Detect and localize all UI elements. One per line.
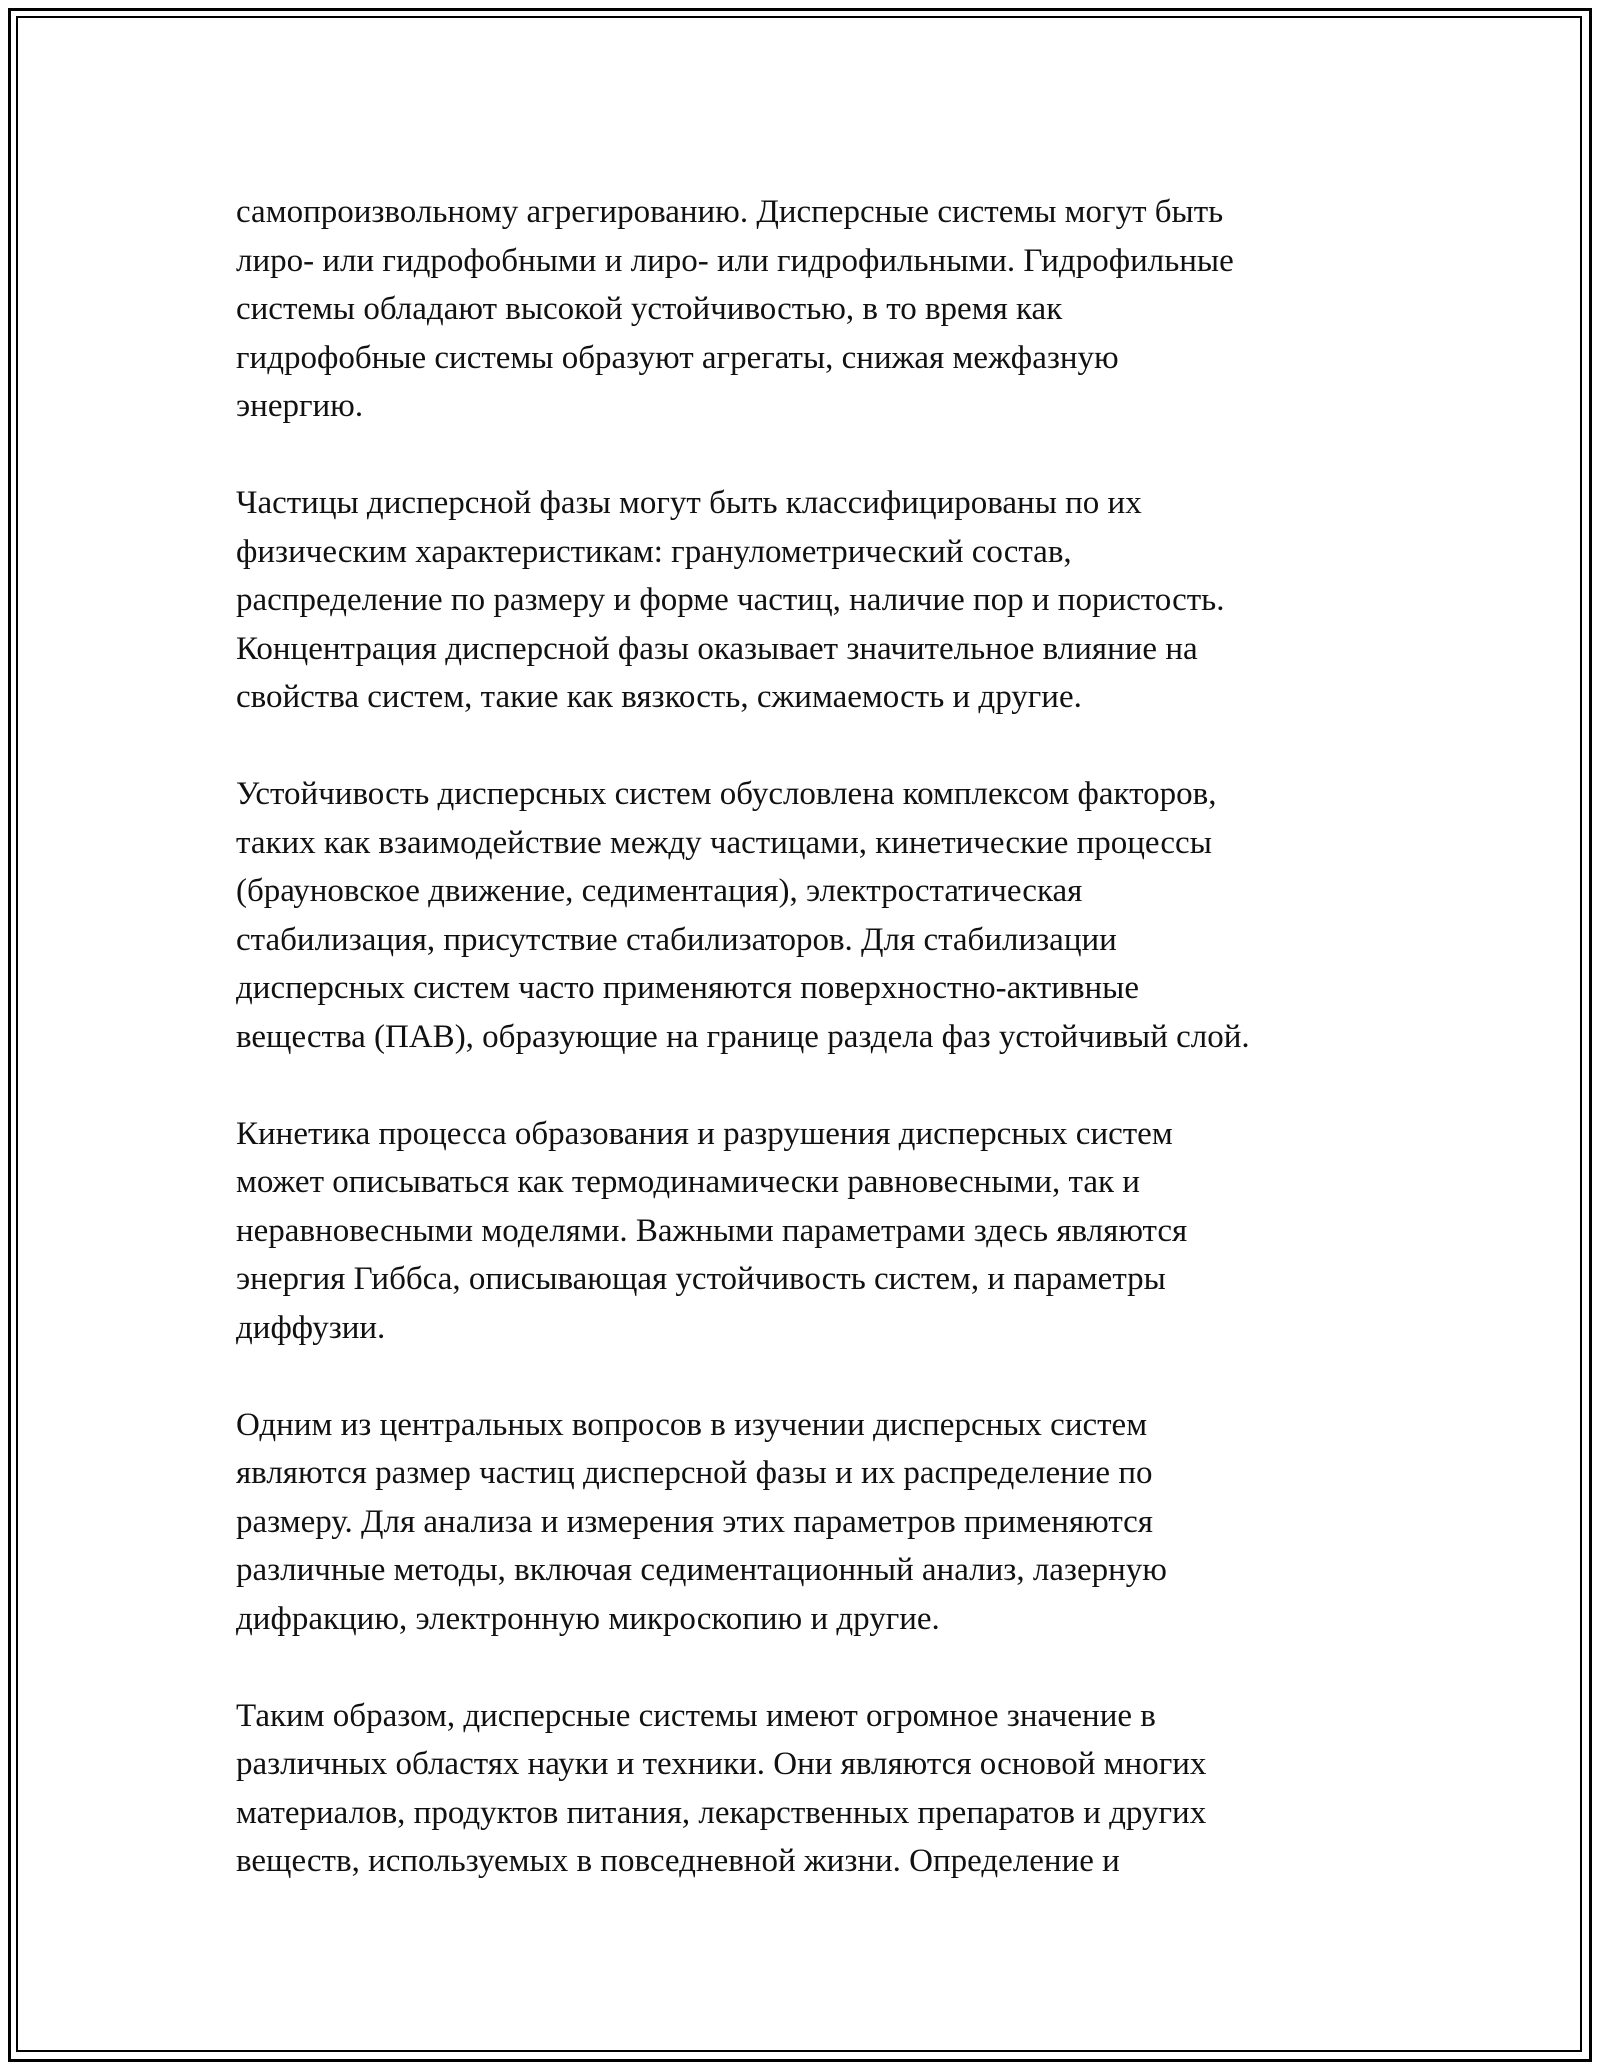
text-line: вещества (ПАВ), образующие на границе раздела фаз устойчивый слой. — [236, 1018, 1250, 1055]
text-line: различных областях науки и техники. Они являются основой многих — [236, 1746, 1207, 1782]
text-line: веществ, используемых в повседневной жизни. Определение и — [236, 1843, 1120, 1879]
text-line: являются размер частиц дисперсной фазы и их распределение по — [236, 1455, 1153, 1491]
paragraph-1 — [236, 188, 1396, 431]
text-line: Частицы дисперсной фазы могут быть классифицированы по их — [236, 485, 1142, 521]
text-line: распределение по размеру и форме частиц, наличие пор и пористость. — [236, 582, 1225, 618]
text-line: Таким образом, дисперсные системы имеют огромное значение в — [236, 1697, 1156, 1734]
paragraph-4 — [236, 1110, 1396, 1353]
text-line: самопроизвольному агрегированию. Дисперсные системы могут быть — [236, 194, 1224, 230]
text-line: Кинетика процесса образования и разрушения дисперсных систем — [236, 1115, 1173, 1152]
text-line: дифракцию, электронную микроскопию и другие. — [236, 1600, 940, 1637]
paragraph-3 — [236, 770, 1396, 1061]
paragraph-6 — [236, 1692, 1396, 1886]
text-line: стабилизация, присутствие стабилизаторов. Для стабилизации — [236, 921, 1117, 958]
text-line: материалов, продуктов питания, лекарственных препаратов и других — [236, 1794, 1207, 1831]
text-line: Концентрация дисперсной фазы оказывает значительное влияние на — [236, 630, 1198, 667]
paragraph-2 — [236, 479, 1396, 722]
text-line: Устойчивость дисперсных систем обусловлена комплексом факторов, — [236, 776, 1217, 812]
text-line: размеру. Для анализа и измерения этих параметров применяются — [236, 1503, 1153, 1540]
text-line: таких как взаимодействие между частицами, кинетические процессы — [236, 824, 1212, 861]
text-line: неравновесными моделями. Важными параметрами здесь являются — [236, 1212, 1188, 1249]
text-line: энергию. — [236, 388, 364, 424]
text-line: может описываться как термодинамически равновесными, так и — [236, 1164, 1140, 1200]
text-line: свойства систем, такие как вязкость, сжимаемость и другие. — [236, 679, 1082, 715]
text-line: (брауновское движение, седиментация), электростатическая — [236, 873, 1083, 909]
text-line: физическим характеристикам: гранулометрический состав, — [236, 533, 1072, 570]
text-line: различные методы, включая седиментационный анализ, лазерную — [236, 1552, 1167, 1588]
text-line: Одним из центральных вопросов в изучении дисперсных систем — [236, 1406, 1148, 1443]
text-line: системы обладают высокой устойчивостью, в то время как — [236, 291, 1063, 327]
text-line: лиро- или гидрофобными и лиро- или гидрофильными. Гидрофильные — [236, 242, 1234, 279]
text-line: дисперсных систем часто применяются поверхностно-активные — [236, 970, 1140, 1006]
document-body — [236, 188, 1396, 1934]
paragraph-5 — [236, 1401, 1396, 1644]
text-line: гидрофобные системы образуют агрегаты, снижая межфазную — [236, 339, 1119, 376]
text-line: энергия Гиббса, описывающая устойчивость систем, и параметры — [236, 1261, 1166, 1297]
text-line: диффузии. — [236, 1309, 386, 1346]
